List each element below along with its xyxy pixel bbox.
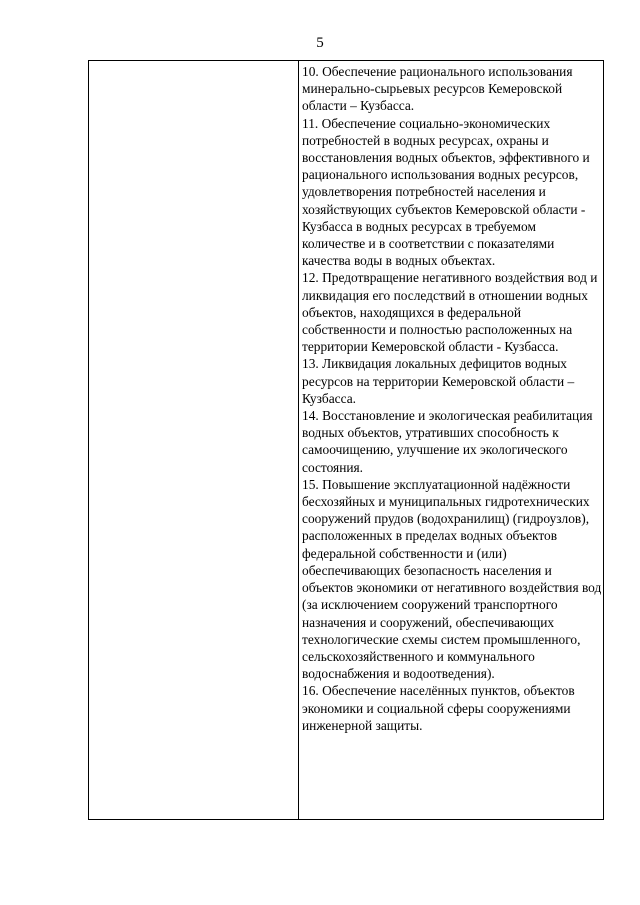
table-right-cell xyxy=(302,63,602,819)
table-column-divider xyxy=(298,61,299,819)
list-item-14: 14. Восстановление и экологическая реабилитация водных объектов, утративших способность к самоочищению, улучшение их экологического состояния. xyxy=(302,408,593,475)
page-number: 5 xyxy=(316,35,324,51)
list-item-13: 13. Ликвидация локальных дефицитов водных ресурсов на территории Кемеровской области – Кузбасса. xyxy=(302,356,575,406)
list-item-10: 10. Обеспечение рационального использования минерально-сырьевых ресурсов Кемеровской области – Кузбасса. xyxy=(302,64,573,114)
document-table xyxy=(88,60,604,820)
list-item-11: 11. Обеспечение социально-экономических потребностей в водных ресурсах, охраны и восстановления водных объектов, эффективного и рационального использования водных ресурсов, удовлетворения потребностей населения и хозяйствующих субъектов Кемеровской области - Кузбасса в водных ресурсах в требуемом количестве и в соответствии с показателями качества воды в водных объектах. xyxy=(302,115,590,269)
table-left-cell xyxy=(89,61,298,819)
list-item-15: 15. Повышение эксплуатационной надёжности бесхозяйных и муниципальных гидротехнических сооружений прудов (водохранилищ) (гидроузлов), расположенных в пределах водных объектов федеральной собственности и (или) обеспечивающих безопасность населения и объектов экономики от негативного воздействия вод (за исключением сооружений транспортного назначения и сооружений, обеспечивающих технологические схемы систем промышленного, сельскохозяйственного и коммунального водоснабжения и водоотведения). xyxy=(302,476,602,682)
list-item-12: 12. Предотвращение негативного воздействия вод и ликвидация его последствий в отношении водных объектов, находящихся в федеральной собственности и полностью расположенных на территории Кемеровской области - Кузбасса. xyxy=(302,270,598,355)
list-item-16: 16. Обеспечение населённых пунктов, объектов экономики и социальной сферы сооружениями инженерной защиты. xyxy=(302,683,575,733)
